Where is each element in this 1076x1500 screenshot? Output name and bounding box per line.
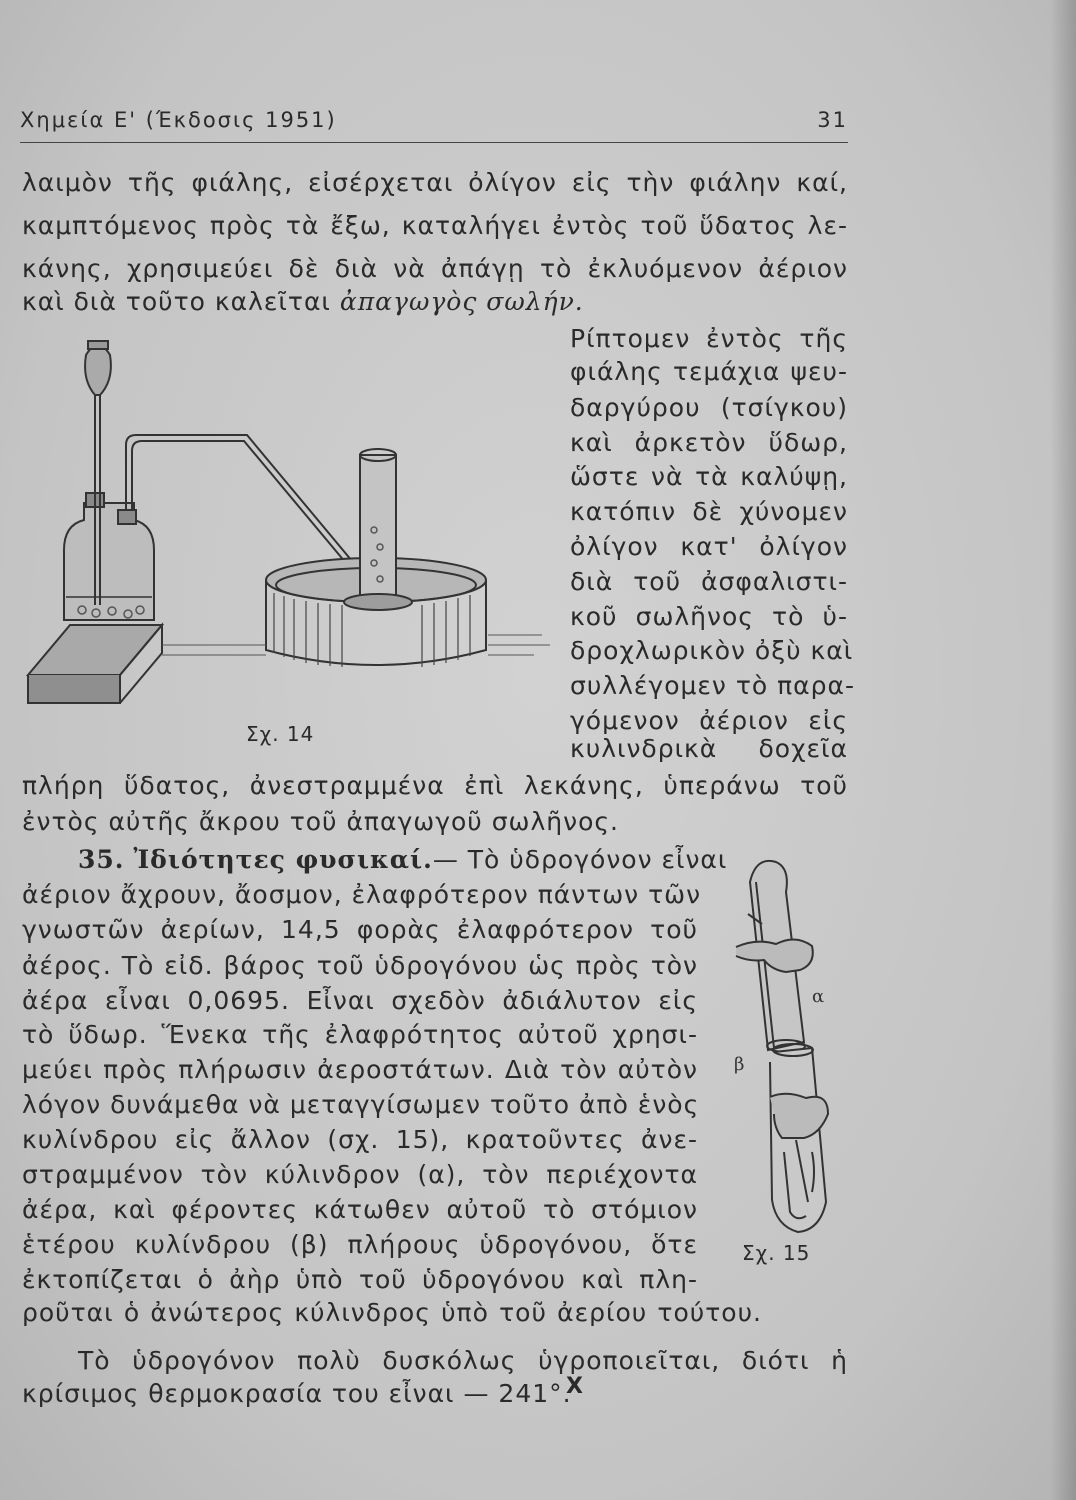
text-line: κυλινδρικὰ δοχεῖα bbox=[570, 734, 848, 763]
header-title: Χημεία Ε' (Έκδοσις 1951) bbox=[20, 108, 337, 132]
text-line: ἀέρα εἶναι 0,0695. Εἶναι σχεδὸν ἀδιάλυτον εἰς bbox=[22, 986, 698, 1015]
text-line: κατόπιν δὲ χύνομεν bbox=[570, 497, 848, 526]
text-line: ἀέριον ἄχρουν, ἄοσμον, ἐλαφρότερον πάντων τῶν bbox=[22, 880, 702, 909]
text-line: τὸ ὕδωρ. Ἕνεκα τῆς ἐλαφρότητος αὐτοῦ χρησι- bbox=[22, 1020, 698, 1049]
running-header bbox=[20, 108, 848, 138]
section-number: 35. bbox=[78, 845, 125, 874]
text-run: — Τὸ ὑδρογόνον εἶναι bbox=[432, 845, 728, 874]
term-italic: ἀπαγωγὸς σωλήν. bbox=[339, 287, 584, 316]
text-line: λαιμὸν τῆς φιάλης, εἰσέρχεται ὀλίγον εἰς τὴν φιάλην καί, bbox=[22, 168, 848, 197]
figure-14-caption: Σχ. 14 bbox=[246, 722, 315, 746]
text-line: κυλίνδρου εἰς ἄλλον (σχ. 15), κρατοῦντες ἀνε- bbox=[22, 1125, 698, 1154]
text-line: συλλέγομεν τὸ παρα- bbox=[570, 671, 856, 700]
page-edge-shadow bbox=[1050, 0, 1076, 1500]
text-line: κάνης, χρησιμεύει δὲ διὰ νὰ ἀπάγῃ τὸ ἐκλυόμενον ἀέριον bbox=[22, 254, 848, 283]
text-run: καὶ διὰ τοῦτο καλεῖται bbox=[22, 287, 340, 316]
label-beta: β bbox=[734, 1054, 745, 1075]
text-line bbox=[22, 287, 584, 317]
handwritten-mark: X bbox=[566, 1374, 584, 1399]
text-line: Τὸ ὑδρογόνον πολὺ δυσκόλως ὑγροποιεῖται, διότι ἡ bbox=[78, 1346, 848, 1375]
figure-15-caption: Σχ. 15 bbox=[742, 1241, 811, 1265]
text-line: μεύει πρὸς πλήρωσιν ἀεροστάτων. Διὰ τὸν αὐτὸν bbox=[22, 1055, 698, 1084]
label-alpha: α bbox=[812, 986, 825, 1007]
text-line: κοῦ σωλῆνος τὸ ὑ- bbox=[570, 602, 848, 631]
text-line: γόμενον ἀέριον εἰς bbox=[570, 706, 848, 735]
text-line: ἀέρα, καὶ φέροντες κάτωθεν αὐτοῦ τὸ στόμιον bbox=[22, 1195, 698, 1224]
text-line: λόγον δυνάμεθα νὰ μεταγγίσωμεν τοῦτο ἀπὸ ἑνὸς bbox=[22, 1090, 700, 1119]
text-line: ὀλίγον κατ' ὀλίγον bbox=[570, 532, 848, 561]
text-line: ροῦται ὁ ἀνώτερος κύλινδρος ὑπὸ τοῦ ἀερίου τούτου. bbox=[22, 1298, 762, 1327]
text-line: δροχλωρικὸν ὀξὺ καὶ bbox=[570, 636, 854, 665]
text-line: στραμμένον τὸν κύλινδρον (α), τὸν περιέχοντα bbox=[22, 1160, 698, 1189]
figure-14-apparatus bbox=[22, 335, 552, 715]
text-line: ἐκτοπίζεται ὁ ἀὴρ ὑπὸ τοῦ ὑδρογόνου καὶ πλη- bbox=[22, 1265, 698, 1294]
text-line: κρίσιμος θερμοκρασία του εἶναι — 241°. bbox=[22, 1379, 572, 1408]
text-line: φιάλης τεμάχια ψευ- bbox=[570, 357, 848, 386]
text-line: ὥστε νὰ τὰ καλύψῃ, bbox=[570, 462, 848, 491]
text-line: καὶ ἀρκετὸν ὕδωρ, bbox=[570, 428, 848, 457]
text-line: γνωστῶν ἀερίων, 14,5 φορὰς ἐλαφρότερον τοῦ bbox=[22, 915, 698, 944]
header-rule bbox=[20, 142, 848, 143]
text-line: Ρίπτομεν ἐντὸς τῆς bbox=[570, 324, 848, 353]
text-line: ἀέρος. Τὸ εἰδ. βάρος τοῦ ὑδρογόνου ὡς πρὸς τὸν bbox=[22, 951, 698, 980]
figure-15-cylinders bbox=[716, 852, 846, 1242]
text-line: ἑτέρου κυλίνδρου (β) πλήρους ὑδρογόνου, ὅτε bbox=[22, 1230, 698, 1259]
page-number: 31 bbox=[817, 108, 848, 132]
section-heading-line bbox=[78, 845, 727, 875]
section-title: Ἰδιότητες φυσικαί. bbox=[133, 845, 433, 874]
text-line: καμπτόμενος πρὸς τὰ ἔξω, καταλήγει ἐντὸς τοῦ ὕδατος λε- bbox=[22, 211, 848, 240]
text-line: πλήρη ὕδατος, ἀνεστραμμένα ἐπὶ λεκάνης, ὑπεράνω τοῦ bbox=[22, 771, 848, 800]
text-line: ἐντὸς αὐτῆς ἄκρου τοῦ ἀπαγωγοῦ σωλῆνος. bbox=[22, 807, 619, 836]
text-line: διὰ τοῦ ἀσφαλιστι- bbox=[570, 567, 848, 596]
text-line: δαργύρου (τσίγκου) bbox=[570, 393, 848, 422]
